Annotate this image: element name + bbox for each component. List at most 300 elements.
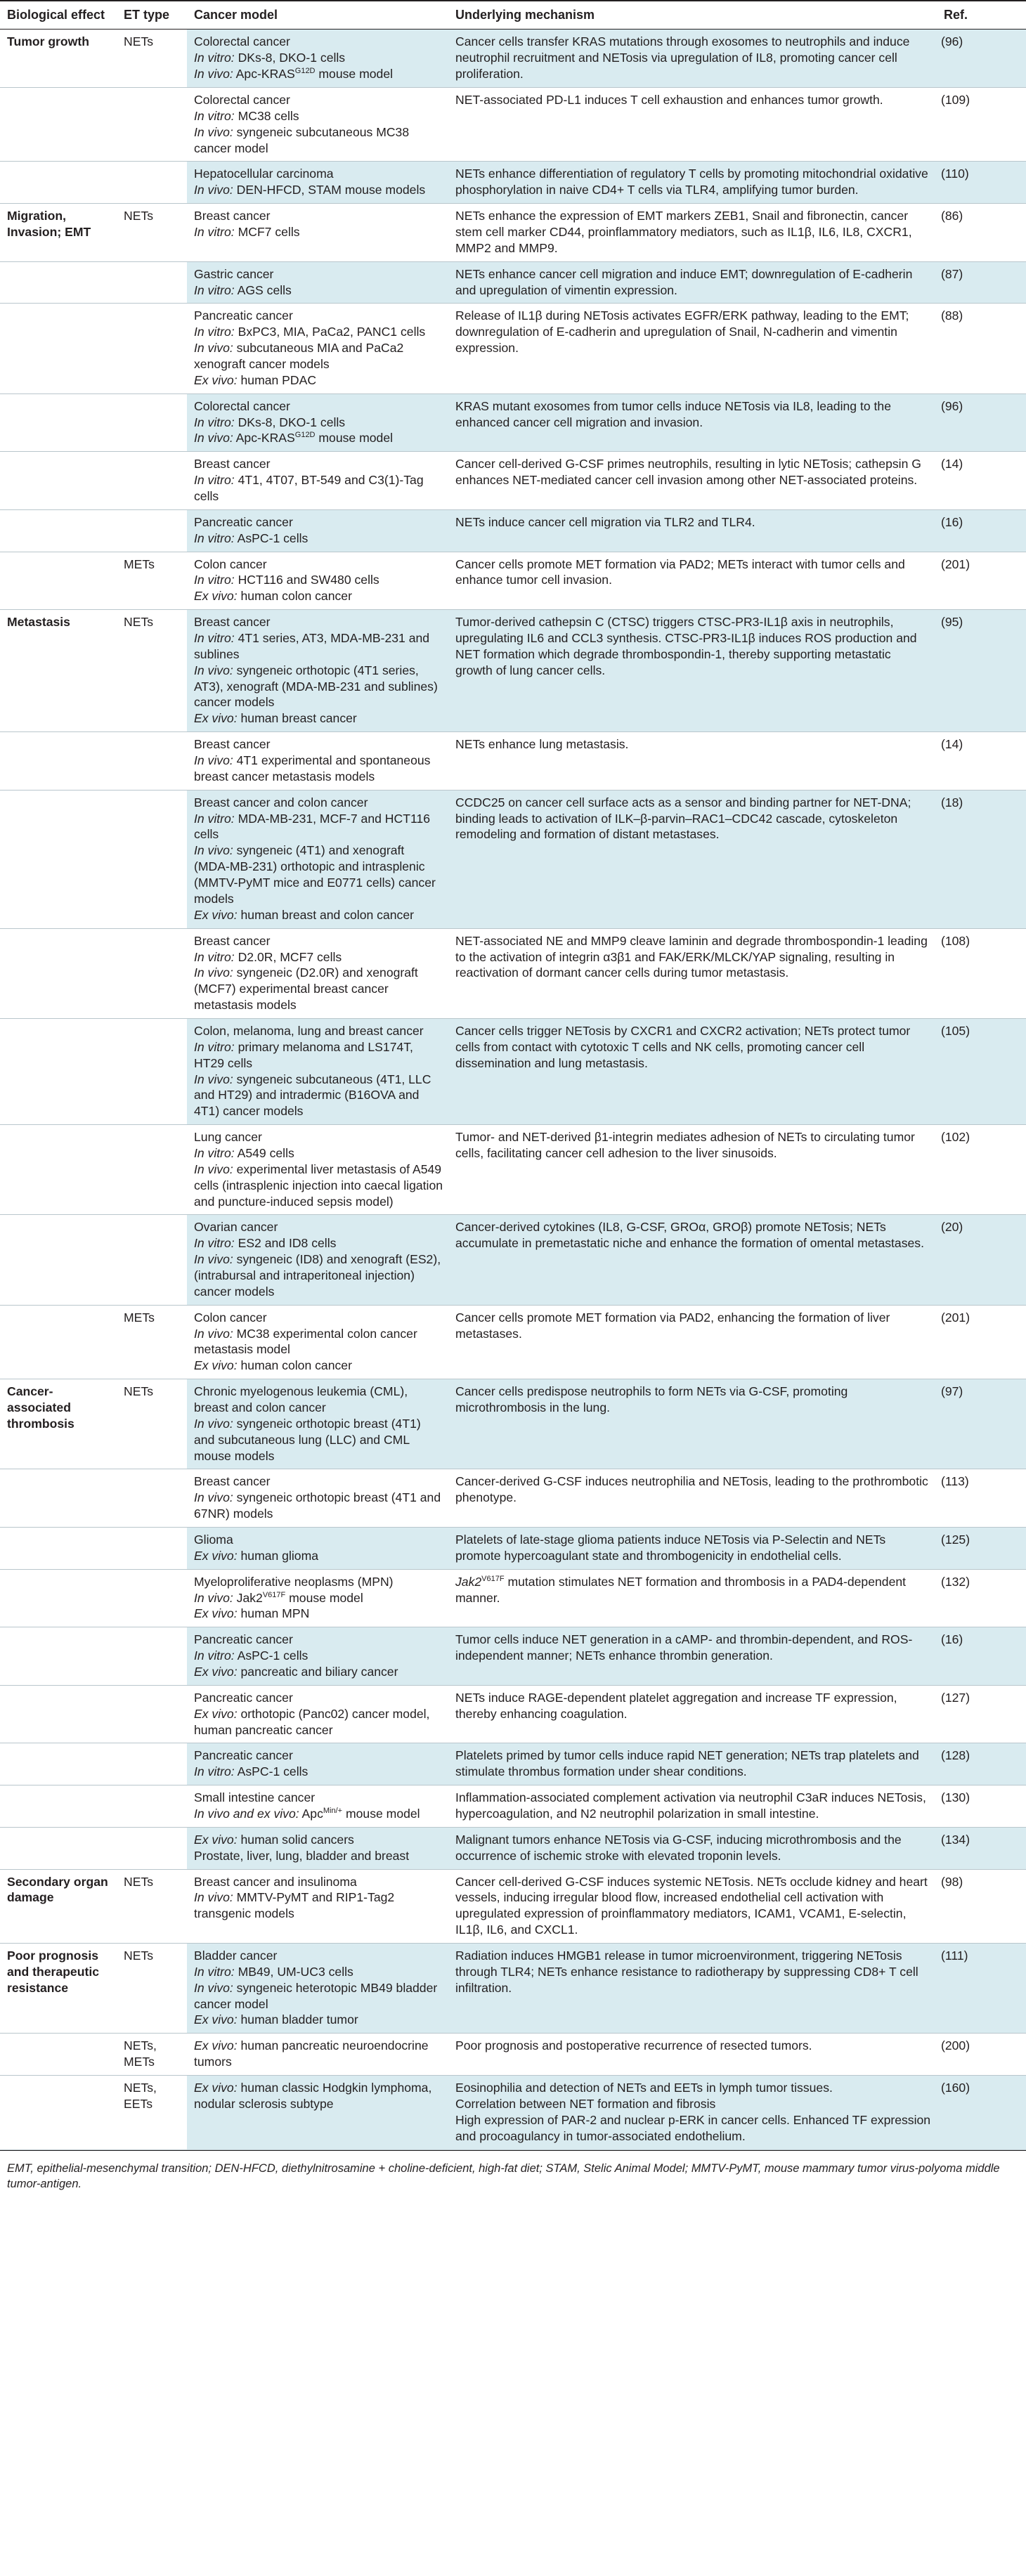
mechanism-cell <box>448 1569 937 1627</box>
model-text: Jak2 <box>236 1590 263 1605</box>
ref-cell: (96) <box>937 30 1026 88</box>
model-superscript: V617F <box>262 1590 286 1599</box>
model-text: human breast cancer <box>240 711 357 726</box>
model-line <box>194 1590 443 1606</box>
table-row <box>0 304 1026 393</box>
model-prefix: In vitro: <box>194 51 235 65</box>
model-text: MCF7 cells <box>238 224 300 239</box>
model-text: Colorectal cancer <box>194 398 290 413</box>
ref-cell: (130) <box>937 1785 1026 1828</box>
model-line <box>194 843 443 906</box>
cancer-model-cell <box>187 261 448 304</box>
model-text: 4T1 experimental and spontaneous breast cancer metastasis models <box>194 753 431 783</box>
model-text: Prostate, liver, lung, bladder and breast <box>194 1848 410 1863</box>
model-line <box>194 1162 443 1210</box>
biological-effect-cell <box>0 1528 117 1570</box>
model-prefix: Ex vivo: <box>194 1706 238 1721</box>
model-prefix: In vitro: <box>194 1236 235 1251</box>
model-prefix: Ex vivo: <box>194 589 238 604</box>
model-prefix: In vivo: <box>194 341 233 356</box>
model-text: pancreatic and biliary cancer <box>240 1665 398 1679</box>
et-type-cell <box>117 87 187 161</box>
ref-cell: (14) <box>937 732 1026 791</box>
model-text: Apc-KRAS <box>235 431 295 445</box>
biological-effect-cell <box>0 1469 117 1528</box>
table-row <box>0 1528 1026 1570</box>
table-row <box>0 87 1026 161</box>
mechanism-line: Eosinophilia and detection of NETs and EETs in lymph tumor tissues. <box>455 2081 833 2095</box>
biological-effect-cell <box>0 2034 117 2076</box>
model-line <box>194 811 443 843</box>
model-line <box>194 614 443 630</box>
ref-cell: (113) <box>937 1469 1026 1528</box>
model-superscript: G12D <box>294 431 316 440</box>
model-line <box>194 1490 443 1522</box>
model-text: syngeneic orthotopic (4T1 series, AT3), xenograft (MDA-MB-231 and sublines) cancer models <box>194 663 438 710</box>
model-prefix: In vitro: <box>194 415 235 429</box>
model-line <box>194 630 443 663</box>
mechanism-cell: Tumor- and NET-derived β1-integrin mediates adhesion of NETs to circulating tumor cells, facilitating cancer cell adhesion to the liver sinusoids. <box>448 1125 937 1215</box>
model-line <box>194 1145 443 1162</box>
cancer-model-cell <box>187 509 448 552</box>
model-line <box>194 1874 443 1890</box>
et-type-cell <box>117 1125 187 1215</box>
model-line <box>194 1832 443 1848</box>
biological-effect-cell <box>0 1685 117 1743</box>
cancer-model-cell <box>187 2076 448 2149</box>
model-prefix: Ex vivo: <box>194 907 238 922</box>
et-type-cell <box>117 1018 187 1124</box>
table-row <box>0 162 1026 204</box>
model-text: Lung cancer <box>194 1130 262 1145</box>
mechanism-cell: CCDC25 on cancer cell surface acts as a sensor and binding partner for NET-DNA; binding leads to activation of ILK–β-parvin–RAC1–CDC42 cascade, cytoskeleton remodeling and formation of distant metastases. <box>448 790 937 928</box>
et-type-cell: NETs <box>117 1379 187 1469</box>
model-prefix: In vivo: <box>194 965 233 980</box>
model-text: orthotopic (Panc02) cancer model, human pancreatic cancer <box>194 1706 430 1737</box>
et-type-cell <box>117 1627 187 1686</box>
model-text: human bladder tumor <box>240 2012 358 2027</box>
cancer-model-cell <box>187 1018 448 1124</box>
model-text: Colorectal cancer <box>194 92 290 107</box>
ref-cell: (87) <box>937 261 1026 304</box>
model-line <box>194 1532 443 1548</box>
mechanism-cell: Cancer cells trigger NETosis by CXCR1 and CXCR2 activation; NETs protect tumor cells from contact with cytotoxic T cells and NK cells, promoting cancer cell dissemination and lung metastasis. <box>448 1018 937 1124</box>
model-text-suffix: mouse model <box>315 431 394 445</box>
biological-effect-cell: Migration, Invasion; EMT <box>0 204 117 262</box>
et-type-cell <box>117 509 187 552</box>
biological-effect-cell <box>0 261 117 304</box>
model-line <box>194 224 443 240</box>
header-underlying-mechanism: Underlying mechanism <box>448 1 937 30</box>
et-type-cell <box>117 261 187 304</box>
cancer-model-cell <box>187 1827 448 1869</box>
ref-cell: (16) <box>937 509 1026 552</box>
cancer-model-cell <box>187 790 448 928</box>
biological-effect-cell <box>0 87 117 161</box>
biological-effect-cell <box>0 1827 117 1869</box>
et-type-cell <box>117 452 187 510</box>
model-text: syngeneic (4T1) and xenograft (MDA-MB-231) orthotopic and intrasplenic (MMTV-PyMT mice and E0771 cells) cancer models <box>194 843 436 906</box>
model-line <box>194 1384 443 1416</box>
mechanism-cell: NET-associated NE and MMP9 cleave laminin and degrade thrombospondin-1 leading to the activation of integrin α3β1 and FAK/ERK/MLCK/YAP signaling, resulting in reactivation of dormant cancer cells during tumor metastasis. <box>448 928 937 1018</box>
et-type-cell <box>117 790 187 928</box>
biological-effect-cell <box>0 452 117 510</box>
biological-effect-cell <box>0 1125 117 1215</box>
model-text: MDA-MB-231, MCF-7 and HCT116 cells <box>194 811 431 842</box>
model-text: Apc-KRAS <box>235 67 295 82</box>
model-text: human PDAC <box>240 372 317 387</box>
ref-cell: (95) <box>937 610 1026 732</box>
et-type-cell <box>117 732 187 791</box>
mechanism-cell <box>448 2076 937 2149</box>
model-text: syngeneic subcutaneous MC38 cancer model <box>194 124 410 155</box>
mechanism-line: Correlation between NET formation and fibrosis <box>455 2096 716 2111</box>
model-text: Ovarian cancer <box>194 1220 278 1235</box>
mechanism-cell: Cancer cells promote MET formation via PAD2; METs interact with tumor cells and enhance tumor cell invasion. <box>448 552 937 610</box>
biological-effect-cell <box>0 1018 117 1124</box>
model-text: Breast cancer <box>194 1474 271 1489</box>
cancer-model-cell <box>187 1305 448 1379</box>
biological-effect-cell <box>0 304 117 393</box>
model-line <box>194 1790 443 1806</box>
model-prefix: In vitro: <box>194 1764 235 1779</box>
biological-effect-cell <box>0 732 117 791</box>
model-text: MC38 cells <box>238 108 299 123</box>
mechanism-line: High expression of PAR-2 and nuclear p-ERK in cancer cells. Enhanced TF expression and procoagulancy in tumor-associated endothelium. <box>455 2112 931 2143</box>
table-row <box>0 1018 1026 1124</box>
cancer-model-cell <box>187 552 448 610</box>
table-body <box>0 30 1026 2149</box>
model-text: BxPC3, MIA, PaCa2, PANC1 cells <box>238 325 426 339</box>
table-row <box>0 1685 1026 1743</box>
cancer-model-cell <box>187 1944 448 2034</box>
table-row <box>0 1215 1026 1305</box>
model-prefix: Ex vivo: <box>194 372 238 387</box>
model-line <box>194 907 443 923</box>
ref-cell: (96) <box>937 393 1026 452</box>
cancer-model-cell <box>187 1379 448 1469</box>
model-line <box>194 282 443 299</box>
cancer-model-cell <box>187 610 448 732</box>
model-prefix: In vitro: <box>194 1964 235 1979</box>
model-line <box>194 557 443 573</box>
ref-cell: (127) <box>937 1685 1026 1743</box>
model-text: Colon cancer <box>194 1310 267 1325</box>
ref-cell: (200) <box>937 2034 1026 2076</box>
model-text: AGS cells <box>237 282 292 297</box>
model-text-suffix: mouse model <box>315 67 394 82</box>
biological-effect-cell <box>0 1785 117 1828</box>
model-text: AsPC-1 cells <box>237 1764 309 1779</box>
model-text: D2.0R, MCF7 cells <box>238 949 342 964</box>
model-line <box>194 1326 443 1358</box>
mechanism-cell: Tumor cells induce NET generation in a cAMP- and thrombin-dependent, and ROS-independent manner; NETs enhance thrombin generation. <box>448 1627 937 1686</box>
mechanism-cell: KRAS mutant exosomes from tumor cells induce NETosis via IL8, leading to the enhanced cancer cell migration and invasion. <box>448 393 937 452</box>
model-superscript: G12D <box>294 67 316 76</box>
biological-effect-cell <box>0 393 117 452</box>
et-type-cell: METs <box>117 552 187 610</box>
model-prefix: In vivo: <box>194 431 233 445</box>
model-text: Small intestine cancer <box>194 1790 316 1805</box>
et-type-cell <box>117 1827 187 1869</box>
model-prefix: In vitro: <box>194 325 235 339</box>
table-row <box>0 204 1026 262</box>
table-row <box>0 1869 1026 1943</box>
model-line <box>194 166 443 182</box>
cancer-model-cell <box>187 1743 448 1785</box>
et-type-cell: NETs <box>117 1944 187 2034</box>
header-et-type: ET type <box>117 1 187 30</box>
table-row <box>0 1379 1026 1469</box>
model-text: Colorectal cancer <box>194 34 290 49</box>
cancer-model-cell <box>187 732 448 791</box>
model-line <box>194 124 443 157</box>
model-line <box>194 34 443 50</box>
model-line <box>194 1251 443 1300</box>
biological-effect-cell <box>0 1743 117 1785</box>
model-text-suffix: mouse model <box>285 1590 363 1605</box>
model-prefix: In vivo: <box>194 1416 233 1431</box>
model-line <box>194 266 443 282</box>
model-text: Glioma <box>194 1533 233 1547</box>
mechanism-cell: Release of IL1β during NETosis activates EGFR/ERK pathway, leading to the EMT; downregulation of E-cadherin and upregulation of Snail, N-cadherin and vimentin expression. <box>448 304 937 393</box>
biological-effect-cell <box>0 509 117 552</box>
et-type-cell <box>117 1743 187 1785</box>
et-type-cell <box>117 1569 187 1627</box>
cancer-model-cell <box>187 87 448 161</box>
table-row <box>0 1785 1026 1828</box>
biological-effect-cell: Cancer-associated thrombosis <box>0 1379 117 1469</box>
model-prefix: In vivo: <box>194 1252 233 1267</box>
et-type-cell: NETs <box>117 204 187 262</box>
table-row <box>0 509 1026 552</box>
model-text: primary melanoma and LS174T, HT29 cells <box>194 1039 413 1070</box>
model-text: Breast cancer <box>194 457 271 471</box>
model-superscript: Min/+ <box>323 1807 343 1816</box>
ref-cell: (109) <box>937 87 1026 161</box>
model-text: Pancreatic cancer <box>194 514 293 529</box>
table-row <box>0 393 1026 452</box>
ref-cell: (132) <box>937 1569 1026 1627</box>
model-text: MB49, UM-UC3 cells <box>238 1964 353 1979</box>
model-text: human solid cancers <box>240 1832 354 1847</box>
model-line <box>194 472 443 505</box>
table-row <box>0 1944 1026 2034</box>
mechanism-cell: Cancer-derived cytokines (IL8, G-CSF, GROα, GROβ) promote NETosis; NETs accumulate in premetastatic niche and enhance the formation of omental metastases. <box>448 1215 937 1305</box>
model-text: Pancreatic cancer <box>194 1632 293 1647</box>
mechanism-cell: Cancer cell-derived G-CSF induces systemic NETosis. NETs occlude kidney and heart vessels, inducing irregular blood flow, increased endothelial cell activation with upregulated expression of proinflammatory mediators, ICAM1, VCAM1, E-selectin, IL1β, IL6, and CXCL1. <box>448 1869 937 1943</box>
model-line <box>194 1072 443 1120</box>
model-line <box>194 66 443 82</box>
model-line <box>194 1706 443 1738</box>
model-line <box>194 92 443 108</box>
model-line <box>194 588 443 604</box>
cancer-model-cell <box>187 452 448 510</box>
model-text: DKs-8, DKO-1 cells <box>238 51 346 65</box>
table-row <box>0 30 1026 88</box>
cancer-model-cell <box>187 1125 448 1215</box>
model-prefix: Ex vivo: <box>194 1606 238 1621</box>
et-type-cell: NETs <box>117 610 187 732</box>
model-text: Colon, melanoma, lung and breast cancer <box>194 1023 424 1038</box>
model-text: human pancreatic neuroendocrine tumors <box>194 2038 429 2069</box>
model-text: human breast and colon cancer <box>240 907 414 922</box>
header-biological-effect: Biological effect <box>0 1 117 30</box>
model-prefix: Ex vivo: <box>194 1358 238 1373</box>
mechanism-cell: Cancer cells promote MET formation via PAD2, enhancing the formation of liver metastases. <box>448 1305 937 1379</box>
et-type-cell: NETs, METs <box>117 2034 187 2076</box>
cancer-model-cell <box>187 1215 448 1305</box>
mechanism-cell: NET-associated PD-L1 induces T cell exhaustion and enhances tumor growth. <box>448 87 937 161</box>
ref-cell: (108) <box>937 928 1026 1018</box>
model-prefix: Ex vivo: <box>194 1665 238 1679</box>
et-type-cell: METs <box>117 1305 187 1379</box>
model-text: human classic Hodgkin lymphoma, nodular sclerosis subtype <box>194 2081 432 2111</box>
model-text: Bladder cancer <box>194 1949 278 1963</box>
header-cancer-model: Cancer model <box>187 1 448 30</box>
model-line <box>194 1806 443 1822</box>
biological-effect-cell <box>0 1305 117 1379</box>
table-row <box>0 1469 1026 1528</box>
mechanism-superscript: V617F <box>481 1574 505 1583</box>
model-line <box>194 308 443 324</box>
mechanism-cell: Platelets of late-stage glioma patients induce NETosis via P-Selectin and NETs promote hypercoagulant state and thrombogenicity in endothelial cells. <box>448 1528 937 1570</box>
cancer-model-cell <box>187 30 448 88</box>
table-row <box>0 452 1026 510</box>
model-prefix: In vivo: <box>194 753 233 768</box>
model-text: Breast cancer <box>194 737 271 752</box>
ref-cell: (86) <box>937 204 1026 262</box>
model-prefix: In vivo and ex vivo: <box>194 1807 299 1821</box>
mechanism-cell: NETs enhance lung metastasis. <box>448 732 937 791</box>
mechanism-cell: Malignant tumors enhance NETosis via G-CSF, inducing microthrombosis and the occurrence of ischemic stroke with elevated troponin levels. <box>448 1827 937 1869</box>
model-text-suffix: mouse model <box>342 1807 420 1821</box>
mechanism-cell: NETs induce cancer cell migration via TLR2 and TLR4. <box>448 509 937 552</box>
model-text: Breast cancer <box>194 615 271 630</box>
model-prefix: In vivo: <box>194 1326 233 1341</box>
table-row <box>0 2076 1026 2149</box>
model-prefix: Ex vivo: <box>194 1832 238 1847</box>
table-row <box>0 552 1026 610</box>
et-type-cell <box>117 1685 187 1743</box>
mechanism-cell: Tumor-derived cathepsin C (CTSC) triggers CTSC-PR3-IL1β axis in neutrophils, upregulating IL6 and CCL3 synthesis. CTSC-PR3-IL1β induces ROS production and NET formation which degrade thrombospondin-1, thereby supporting metastatic growth of lung cancer cells. <box>448 610 937 732</box>
model-prefix: In vitro: <box>194 108 235 123</box>
model-text: Breast cancer and colon cancer <box>194 795 368 809</box>
et-type-cell <box>117 1528 187 1570</box>
model-prefix: In vivo: <box>194 183 233 197</box>
model-prefix: In vivo: <box>194 1072 233 1086</box>
mechanism-cell: Inflammation-associated complement activation via neutrophil C3aR induces NETosis, hypercoagulation, and N2 neutrophil polarization in small intestine. <box>448 1785 937 1828</box>
model-line <box>194 415 443 431</box>
model-text: MC38 experimental colon cancer metastasis model <box>194 1326 417 1357</box>
model-prefix: Ex vivo: <box>194 2012 238 2027</box>
table-row <box>0 1569 1026 1627</box>
et-type-cell <box>117 393 187 452</box>
model-prefix: In vitro: <box>194 1145 235 1160</box>
model-text: DKs-8, DKO-1 cells <box>238 415 346 429</box>
model-text: AsPC-1 cells <box>237 531 309 545</box>
biological-effect-cell: Secondary organ damage <box>0 1869 117 1943</box>
model-text: syngeneic (D2.0R) and xenograft (MCF7) experimental breast cancer metastasis models <box>194 965 418 1013</box>
ref-cell: (134) <box>937 1827 1026 1869</box>
biological-effect-cell <box>0 552 117 610</box>
model-text: Pancreatic cancer <box>194 1748 293 1763</box>
et-type-cell: NETs <box>117 1869 187 1943</box>
biological-effect-cell <box>0 162 117 204</box>
model-line <box>194 1764 443 1780</box>
model-line <box>194 1606 443 1622</box>
biological-effect-cell <box>0 1215 117 1305</box>
model-prefix: In vitro: <box>194 1648 235 1663</box>
model-line <box>194 1632 443 1648</box>
cancer-model-cell <box>187 1869 448 1943</box>
et-type-cell <box>117 162 187 204</box>
model-line <box>194 2012 443 2028</box>
model-line <box>194 1889 443 1922</box>
model-prefix: In vivo: <box>194 843 233 858</box>
model-text: 4T1 series, AT3, MDA-MB-231 and sublines <box>194 631 430 661</box>
model-line <box>194 949 443 965</box>
model-line <box>194 1235 443 1251</box>
model-text: Apc <box>301 1807 323 1821</box>
model-prefix: In vitro: <box>194 1039 235 1054</box>
model-line <box>194 933 443 949</box>
table-row <box>0 610 1026 732</box>
mechanism-text: mutation stimulates NET formation and thrombosis in a PAD4-dependent manner. <box>455 1574 907 1605</box>
table-row <box>0 2034 1026 2076</box>
ref-cell: (14) <box>937 452 1026 510</box>
model-prefix: Ex vivo: <box>194 2038 238 2053</box>
ref-cell: (105) <box>937 1018 1026 1124</box>
cancer-model-cell <box>187 304 448 393</box>
model-text: Gastric cancer <box>194 266 274 281</box>
cancer-model-cell <box>187 1528 448 1570</box>
cancer-model-cell <box>187 204 448 262</box>
cancer-model-cell <box>187 393 448 452</box>
model-line <box>194 710 443 727</box>
ref-cell: (125) <box>937 1528 1026 1570</box>
model-text: syngeneic orthotopic breast (4T1) and subcutaneous lung (LLC) and CML mouse models <box>194 1416 421 1463</box>
model-line <box>194 1964 443 1980</box>
model-line <box>194 1219 443 1235</box>
cancer-model-cell <box>187 1469 448 1528</box>
model-prefix: In vivo: <box>194 663 233 677</box>
model-text: Chronic myelogenous leukemia (CML), breast and colon cancer <box>194 1384 408 1414</box>
model-prefix: In vitro: <box>194 282 235 297</box>
model-prefix: In vitro: <box>194 224 235 239</box>
header-ref: Ref. <box>937 1 1026 30</box>
model-text: HCT116 and SW480 cells <box>238 573 379 587</box>
mechanism-cell: Poor prognosis and postoperative recurrence of resected tumors. <box>448 2034 937 2076</box>
model-line <box>194 1358 443 1374</box>
model-line <box>194 663 443 711</box>
model-prefix: In vitro: <box>194 949 235 964</box>
cancer-model-cell <box>187 1785 448 1828</box>
model-line <box>194 2080 443 2112</box>
model-text: syngeneic orthotopic breast (4T1 and 67NR) models <box>194 1490 441 1521</box>
model-prefix: In vitro: <box>194 811 235 826</box>
ref-cell: (201) <box>937 552 1026 610</box>
et-type-cell: NETs, EETs <box>117 2076 187 2149</box>
model-prefix: In vivo: <box>194 1980 233 1995</box>
ref-cell: (128) <box>937 1743 1026 1785</box>
model-prefix: In vivo: <box>194 67 233 82</box>
mechanism-cell: Cancer cell-derived G-CSF primes neutrophils, resulting in lytic NETosis; cathepsin G enhances NET-mediated cancer cell invasion among other NET-associated proteins. <box>448 452 937 510</box>
model-prefix: In vivo: <box>194 1590 233 1605</box>
model-text: syngeneic subcutaneous (4T1, LLC and HT29) and intradermic (B16OVA and 4T1) cancer models <box>194 1072 431 1119</box>
table-row <box>0 1627 1026 1686</box>
model-text: subcutaneous MIA and PaCa2 xenograft cancer models <box>194 341 404 371</box>
